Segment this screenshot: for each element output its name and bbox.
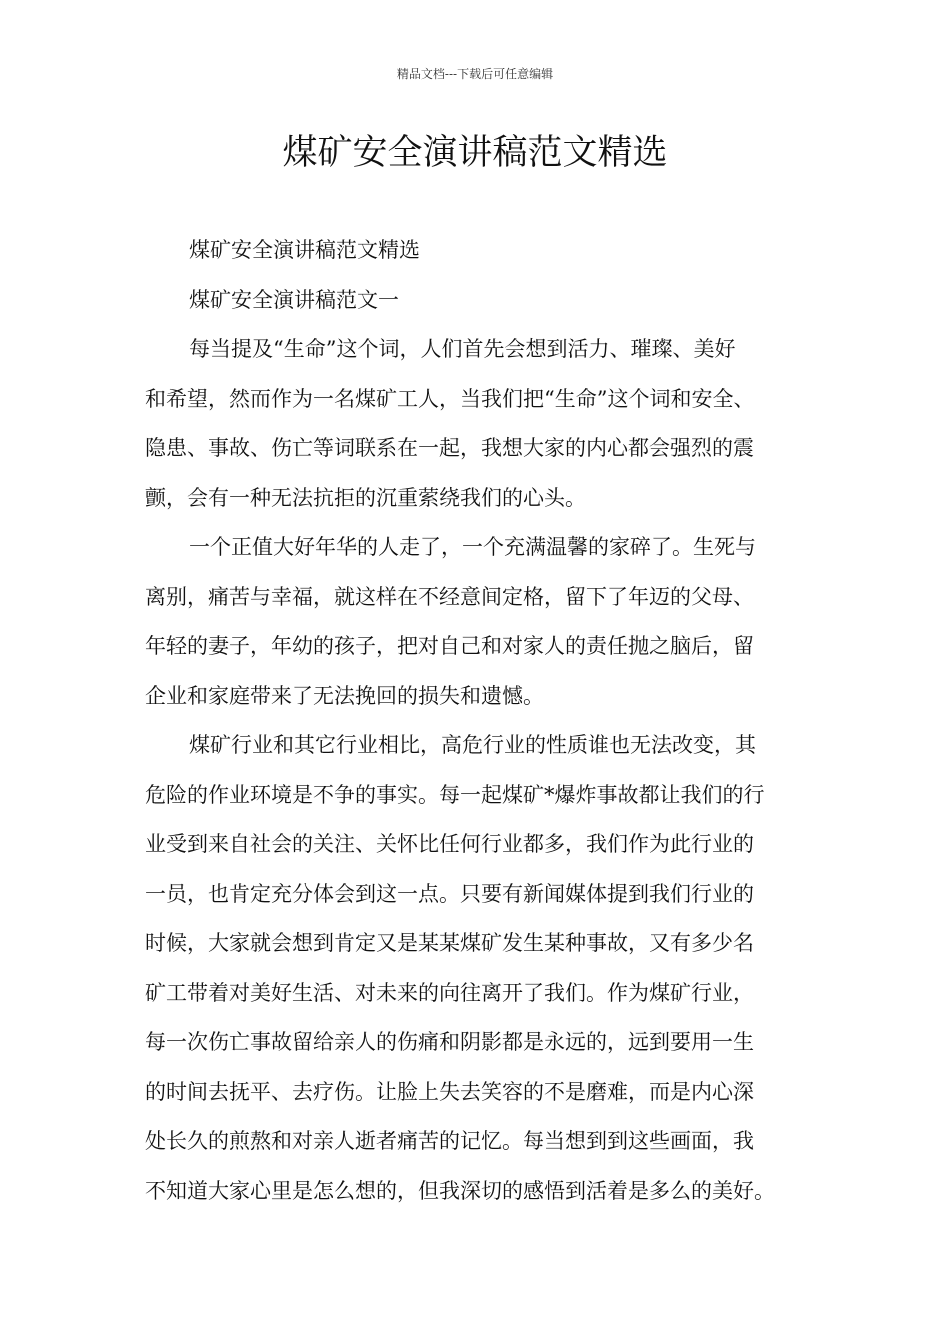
text-line: 每当提及“生命”这个词，人们首先会想到活力、璀璨、美好 <box>189 337 736 361</box>
text-line: 年轻的妻子，年幼的孩子，把对自己和对家人的责任抛之脑后，留 <box>145 634 754 658</box>
text-line: 颤，会有一种无法抗拒的沉重萦绕我们的心头。 <box>145 485 586 510</box>
text-line: 煤矿行业和其它行业相比，高危行业的性质谁也无法改变，其 <box>189 733 756 757</box>
text-line: 和希望，然而作为一名煤矿工人，当我们把“生命”这个词和安全、 <box>145 386 755 411</box>
text-line: 煤矿安全演讲稿范文一 <box>189 287 399 312</box>
text-line: 一员，也肯定充分体会到这一点。只要有新闻媒体提到我们行业的 <box>145 881 754 906</box>
text-line: 的时间去抚平、去疗伤。让脸上失去笑容的不是磨难，而是内心深 <box>145 1079 754 1104</box>
text-line: 处长久的煎熬和对亲人逝者痛苦的记忆。每当想到到这些画面，我 <box>145 1129 754 1153</box>
text-line: 业受到来自社会的关注、关怀比任何行业都多，我们作为此行业的 <box>145 832 754 856</box>
text-line: 矿工带着对美好生活、对未来的向往离开了我们。作为煤矿行业， <box>145 980 754 1005</box>
document-body <box>145 226 825 1216</box>
text-line: 企业和家庭带来了无法挽回的损失和遗憾。 <box>145 683 544 708</box>
text-line: 不知道大家心里是怎么想的，但我深切的感悟到活着是多么的美好。 <box>145 1178 775 1203</box>
text-line: 离别，痛苦与幸福，就这样在不经意间定格，留下了年迈的父母、 <box>145 584 754 609</box>
text-line: 煤矿安全演讲稿范文精选 <box>189 238 420 262</box>
document-title: 煤矿安全演讲稿范文精选 <box>282 133 668 173</box>
text-line: 每一次伤亡事故留给亲人的伤痛和阴影都是永远的，远到要用一生 <box>145 1030 754 1054</box>
text-line: 时候，大家就会想到肯定又是某某煤矿发生某种事故，又有多少名 <box>145 931 754 955</box>
text-line: 一个正值大好年华的人走了，一个充满温馨的家碎了。生死与 <box>189 535 756 559</box>
header-note: 精品文档---下载后可任意编辑 <box>396 67 554 81</box>
text-line: 隐患、事故、伤亡等词联系在一起，我想大家的内心都会强烈的震 <box>145 436 754 460</box>
text-line: 危险的作业环境是不争的事实。每一起煤矿*爆炸事故都让我们的行 <box>145 782 765 807</box>
